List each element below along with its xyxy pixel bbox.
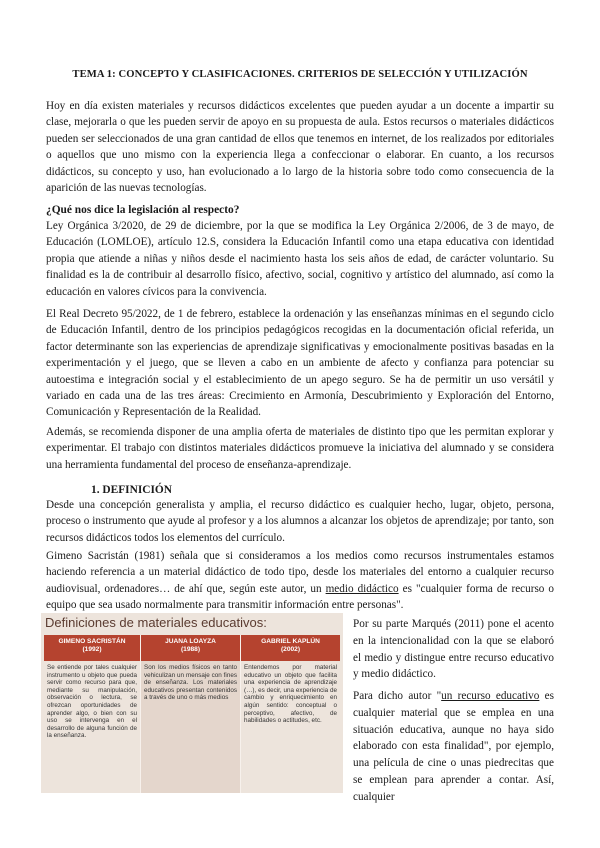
section-heading-definicion: 1. DEFINICIÓN [91, 484, 173, 496]
author-name: GABRIEL KAPLÚN [261, 638, 320, 645]
legislation-paragraph-1: Ley Orgánica 3/2020, de 29 de diciembre, por la que se modifica la Ley Orgánica 2/2006, de 3 de mayo, de Educación (LOMLOE), artículo 12.S, considera la Educación Infantil como una etapa educativa con identidad propia que atiende a niñas y niños desde el nacimiento hasta los seis años de edad, de carácter voluntario. Su finalidad es la de contribuir al desarrollo físico, afectivo, social, cognitivo y artístico del alumnado, así como la educación en valores cívicos para la convivencia. [46, 220, 554, 298]
figure-column-header [241, 635, 340, 661]
page-title: TEMA 1: CONCEPTO Y CLASIFICACIONES. CRITERIOS DE SELECCIÓN Y UTILIZACIÓN [72, 69, 528, 80]
figure-column-text: Se entiende por tales cualquier instrumento u objeto que pueda servir como recurso para que, mediante su manipulación, observación o lectura, se ofrezcan oportunidades de aprender algo, o bien con su uso se intervenga en el desarrollo de alguna función de la enseñanza. [47, 664, 137, 740]
intro-paragraph: Hoy en día existen materiales y recursos didácticos excelentes que pueden ayudar a un docente a impartir su clase, mejorarla o que les pueden servir de apoyo en su propuesta de aula. Estos recursos o materiales didácticos pueden ser seleccionados de una gran cantidad de ellos que tenemos en internet, de los realizados por editoriales o aquellos que uno mismo con la experiencia llega a confeccionar o elaborar. En cuanto, a los recursos didácticos, su concepto y uso, han evolucionado a lo largo de la historia sobre todo como consecuencia de la aparición de las nuevas tecnologías. [46, 100, 554, 195]
author-year: (1992) [82, 646, 102, 653]
author-year: (2002) [280, 646, 301, 653]
definitions-figure [41, 613, 343, 793]
figure-title: Definiciones de materiales educativos: [45, 615, 267, 630]
column-divider [140, 635, 141, 793]
figure-column-text: Son los medios físicos en tanto vehiculizan un mensaje con fines de enseñanza. Los materiales educativos presentan contenidos a través de uno o más medios [141, 661, 240, 793]
figure-column-header [44, 635, 140, 661]
author-name: JUANA LOAYZA [165, 638, 216, 645]
legislation-paragraph-3: Además, se recomienda disponer de una amplia oferta de materiales de distinto tipo que les permitan explorar y experimentar. El trabajo con distintos materiales didácticos promueve la iniciativa del alumnado y se considera una herramienta fundamental del proceso de enseñanza-aprendizaje. [46, 426, 554, 471]
medio-didactico-term: medio didáctico [325, 582, 399, 595]
figure-column-text: Entendemos por material educativo un objeto que facilita una experiencia de aprendizaje (…), es decir, una experiencia de cambio y enriquecimiento en algún sentido: conceptual o perceptivo, afectivo, de habilidades o actitudes, etc. [244, 664, 337, 725]
recurso-educativo-term: un recurso educativo [441, 690, 540, 702]
author-name: GIMENO SACRISTÁN [58, 638, 126, 645]
recurso-educativo-paragraph: Para dicho autor "un recurso educativo es cualquier material que se emplea en una situación educativa, aunque no haya sido elaborado con esta finalidad", por ejemplo, una película de cine o unas piedrecitas que se emplean para aprender a contar. Así, cualquier [353, 690, 554, 803]
figure-column-header [141, 635, 240, 661]
author-year: (1988) [180, 646, 201, 653]
definicion-paragraph-1: Desde una concepción generalista y amplia, el recurso didáctico es cualquier hecho, lugar, objeto, persona, proceso o instrumento que ayude al profesor y a los alumnos a alcanzar los objetos de aprendizaje; por tanto, son recursos didácticos todos los elementos del currículo. [46, 499, 554, 544]
column-divider [240, 635, 241, 793]
marques-paragraph: Por su parte Marqués (2011) pone el acento en la intencionalidad con la que se elaboró el medio y distingue entre recurso educativo y medio didáctico. [353, 618, 554, 681]
definicion-paragraph-2: Gimeno Sacristán (1981) señala que si consideramos a los medios como recursos instrumentales estamos haciendo referencia a un material didáctico de todo tipo, desde los materiales del entorno a cualquier recurso audiovisual, ordenadores… de ahí que, según este autor, un medio didáctico es "cualquier forma de recurso o equipo que sea usado normalmente para transmitir información entre personas". [46, 550, 554, 612]
legislation-heading: ¿Qué nos dice la legislación al respecto? [46, 204, 240, 216]
legislation-paragraph-2: El Real Decreto 95/2022, de 1 de febrero, establece la ordenación y las enseñanzas mínimas en el segundo ciclo de Educación Infantil, dentro de los principios pedagógicos recogidas en la documentación oficial referida, un factor determinante son las experiencias de aprendizaje significativas y emocionalmente positivas basadas en la experimentación y el juego, que se lleven a cabo en un ambiente de afecto y confianza para potenciar su autoestima e integración social y el establecimiento de un apego seguro. Se ha de permitir un uso versátil y variado en cada una de las tres áreas: Crecimiento en Armonía, Descubrimiento y Exploración del Entorno, Comunicación y Representación de la Realidad. [46, 308, 554, 419]
